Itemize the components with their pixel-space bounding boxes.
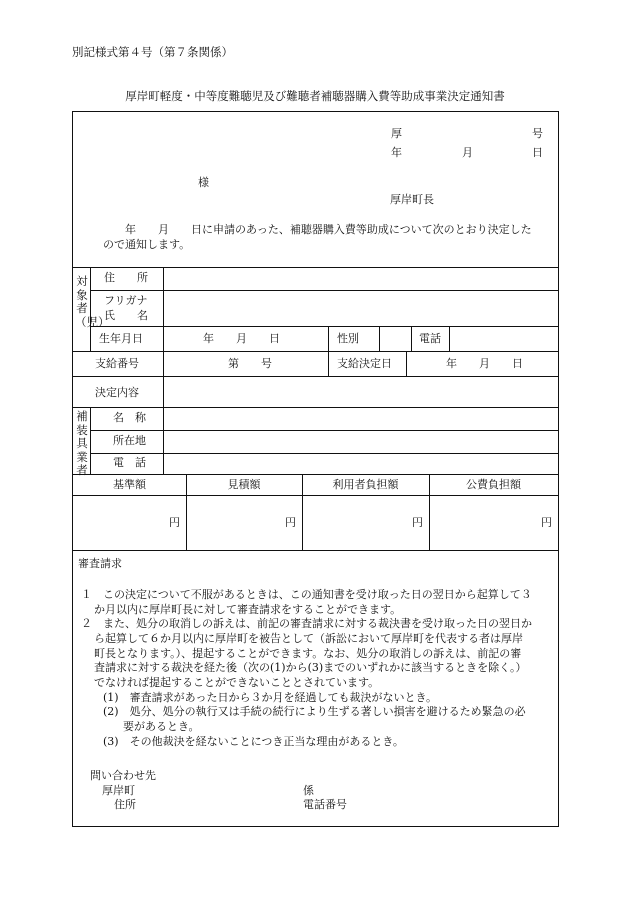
- vendor-name-label: 名 称: [113, 411, 146, 424]
- form-frame: [72, 111, 559, 827]
- date-month: 月: [462, 146, 473, 159]
- date-day: 日: [532, 146, 543, 159]
- number-suffix: 号: [532, 127, 543, 140]
- yen-unit: 円: [285, 516, 296, 529]
- vendor-location-label: 所在地: [113, 434, 146, 447]
- vendor-phone-label: 電 話: [113, 456, 146, 469]
- vendor-label: 補装具業者: [76, 409, 88, 477]
- pay-number-value: 第 号: [228, 357, 272, 370]
- standard-amount-header: 基準額: [113, 478, 146, 491]
- contact-address: 住所: [114, 798, 136, 811]
- contact-section: 係: [303, 784, 314, 797]
- furigana-label: フリガナ: [104, 294, 148, 307]
- contact-town: 厚岸町: [102, 784, 135, 797]
- birth-value: 年 月 日: [203, 332, 280, 345]
- yen-unit: 円: [541, 516, 552, 529]
- form-label: 別記様式第４号（第７条関係）: [72, 45, 233, 59]
- contact-heading: 問い合わせ先: [90, 769, 156, 782]
- pay-date-value: 年 月 日: [446, 357, 523, 370]
- yen-unit: 円: [169, 516, 180, 529]
- subject-label: 対象者（児）: [75, 274, 110, 329]
- phone-label: 電話: [419, 332, 441, 345]
- review-line: 要があるとき。: [123, 720, 200, 733]
- yen-unit: 円: [412, 516, 423, 529]
- user-burden-header: 利用者負担額: [332, 478, 399, 491]
- date-year: 年: [391, 146, 402, 159]
- decision-label: 決定内容: [95, 386, 139, 399]
- review-line: (1) 審査請求があった日から３か月を経過しても裁決がないとき。: [103, 691, 438, 704]
- contact-phone: 電話番号: [303, 798, 347, 811]
- issuer: 厚岸町長: [390, 193, 434, 206]
- document-title: 厚岸町軽度・中等度難聴児及び難聴者補聴器購入費等助成事業決定通知書: [125, 89, 505, 103]
- pay-number-label: 支給番号: [95, 357, 139, 370]
- name-label: 氏 名: [104, 309, 148, 322]
- addressee-honorific: 様: [198, 176, 209, 189]
- review-line: (2) 処分、処分の執行又は手続の続行により生ずる著しい損害を避けるため緊急の必: [103, 705, 526, 718]
- review-line: ２ また、処分の取消しの訴えは、前記の審査請求に対する裁決書を受け取った日の翌日か: [81, 617, 532, 630]
- review-line: ら起算して６か月以内に厚岸町を被告として（訴訟において厚岸町を代表する者は厚岸: [94, 632, 523, 645]
- estimate-amount-header: 見積額: [227, 478, 261, 491]
- sex-label: 性別: [337, 332, 359, 345]
- review-line: 町長となります。）、提起することができます。なお、処分の取消しの訴えは、前記の審: [94, 647, 522, 660]
- review-line: (3) その他裁決を経ないことにつき正当な理由があるとき。: [103, 735, 404, 748]
- review-line: １ この決定について不服があるときは、この通知書を受け取った日の翌日から起算して３: [81, 588, 532, 601]
- pay-date-label: 支給決定日: [337, 357, 392, 370]
- number-prefix: 厚: [391, 127, 402, 140]
- review-line: でなければ提起することができないこととされています。: [94, 676, 380, 689]
- birth-label: 生年月日: [99, 332, 143, 345]
- address-label: 住 所: [104, 271, 148, 284]
- public-burden-header: 公費負担額: [466, 478, 521, 491]
- notice-line-1: 年 月 日に申請のあった、補聴器購入費等助成について次のとおり決定した: [125, 223, 532, 236]
- review-line: 査請求に対する裁決を経た後（次の(1)から(3)までのいずれかに該当するときを除く。）: [94, 661, 527, 674]
- review-line: か月以内に厚岸町長に対して審査請求をすることができます。: [94, 603, 402, 616]
- notice-line-2: ので通知します。: [103, 238, 191, 251]
- review-heading: 審査請求: [78, 557, 122, 570]
